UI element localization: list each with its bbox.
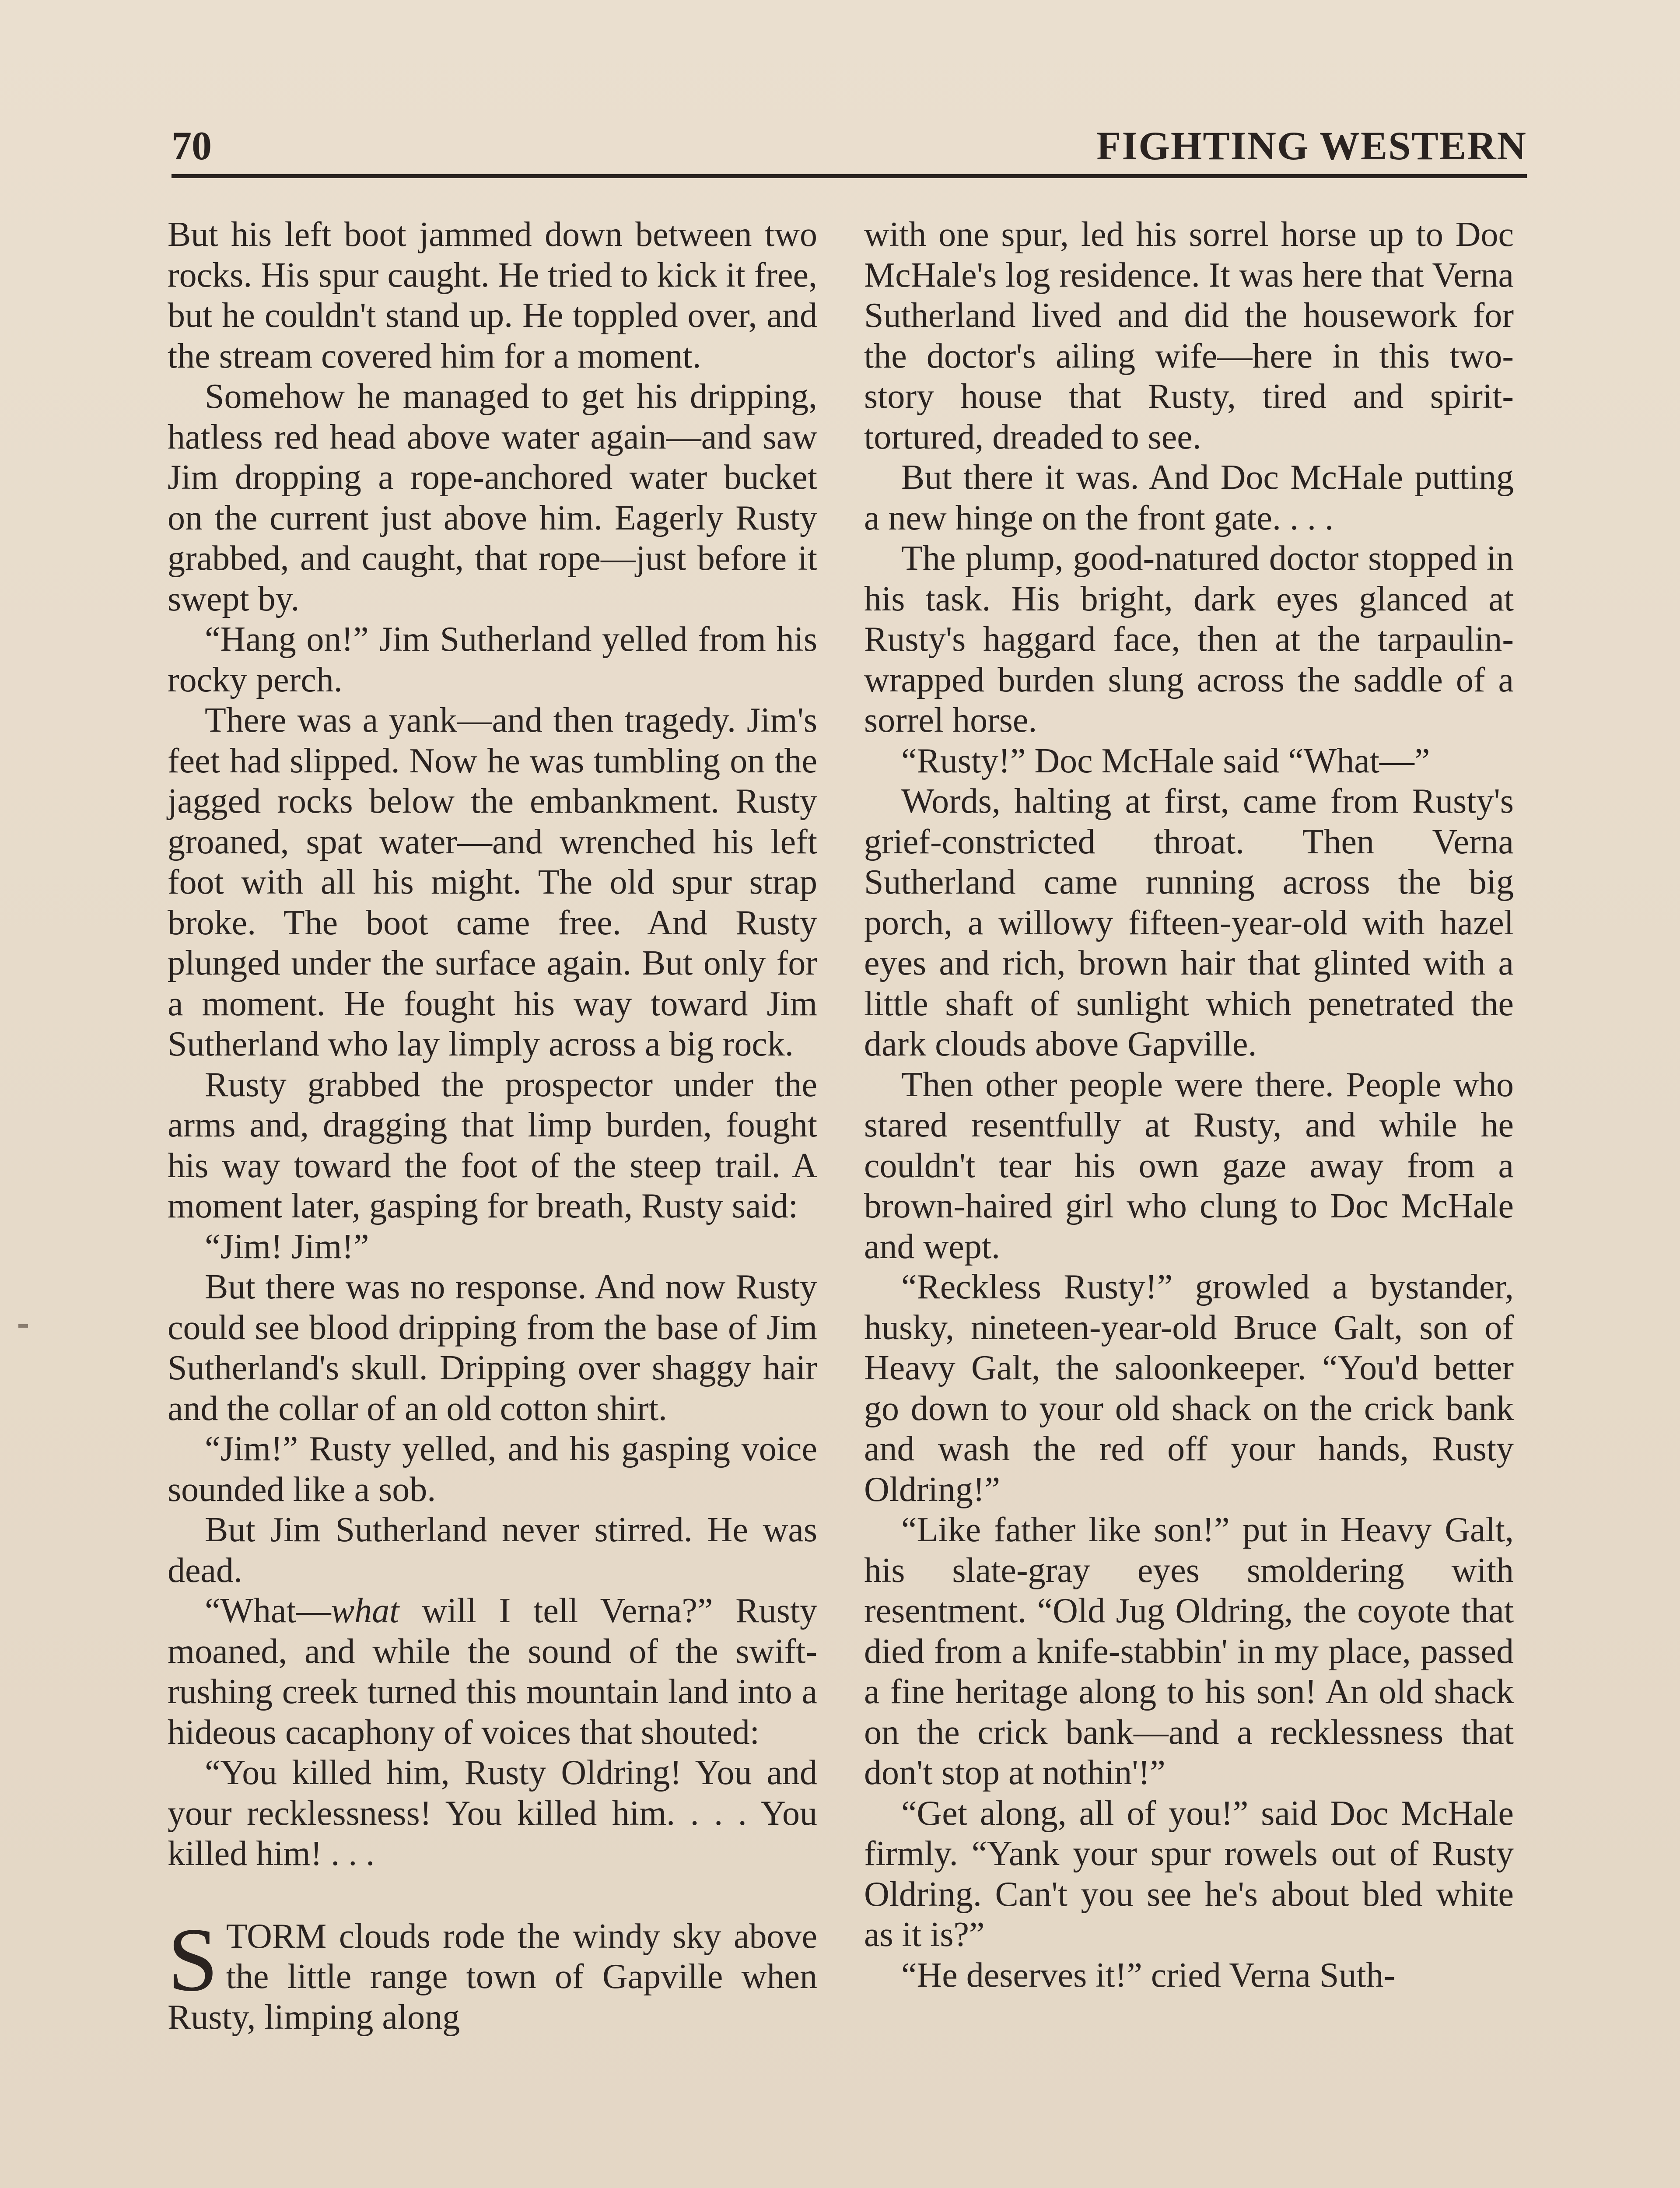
text-run: clouds rode the windy sky above the little range town of Gapville when Rusty, limping along — [168, 1917, 817, 2037]
paragraph: “Get along, all of you!” said Doc McHale firmly. “Yank your spur rowels out of Rusty Oldring. Can't you see he's about bled white as it is?” — [864, 1794, 1514, 1954]
running-title: FIGHTING WESTERN — [1096, 123, 1527, 168]
paragraph: “Like father like son!” put in Heavy Galt, his slate-gray eyes smoldering with resentment. “Old Jug Oldring, the coyote that died from a knife-stabbin' in my place, passed a fine heritage along to his son! An old shack on the crick bank—and a recklessness that don't stop at nothin'!” — [864, 1511, 1514, 1792]
paragraph — [168, 1591, 817, 1753]
paragraph: Rusty grabbed the prospector under the arms and, dragging that limp burden, fought his way toward the foot of the steep trail. A moment later, gasping for breath, Rusty said: — [168, 1065, 817, 1225]
paragraph: “He deserves it!” cried Verna Suth- — [901, 1956, 1396, 1995]
paragraph: Somehow he managed to get his dripping, hatless red head above water again—and saw Jim dropping a rope-anchored water bucket on the current just above him. Eagerly Rusty grabbed, and caught, that rope—just before it swept by. — [168, 377, 817, 618]
right-column — [864, 214, 1514, 1995]
paragraph: But there it was. And Doc McHale putting a new hinge on the front gate. . . . — [864, 458, 1514, 537]
drop-cap: S — [168, 1909, 218, 2010]
paragraph: with one spur, led his sorrel horse up to Doc McHale's log residence. It was here that Verna Sutherland lived and did the housework for the doctor's ailing wife—here in this two-story house that Rusty, tired and spirit-tortured, dreaded to see. — [864, 215, 1514, 456]
page-number: 70 — [172, 123, 212, 168]
paragraph: “Rusty!” Doc McHale said “What—” — [901, 741, 1430, 780]
paragraph: “Reckless Rusty!” growled a bystander, husky, nineteen-year-old Bruce Galt, son of Heavy Galt, the saloonkeeper. “You'd better go down to your old shack on the crick bank and wash the red off your hands, Rusty Oldring!” — [864, 1268, 1514, 1509]
left-column — [168, 214, 817, 2037]
paragraph: Words, halting at first, came from Rusty's grief-constricted throat. Then Verna Sutherland came running across the big porch, a willowy fifteen-year-old with hazel eyes and rich, brown hair that glinted with a little shaft of sunlight which penetrated the dark clouds above Gapville. — [864, 782, 1514, 1063]
text-run: will I tell Verna?” Rusty moaned, and while the sound of the swift-rushing creek turned this mountain land into a hideous cacaphony of voices that shouted: — [168, 1592, 817, 1752]
margin-mark — [18, 1324, 28, 1328]
paragraph: There was a yank—and then tragedy. Jim's feet had slipped. Now he was tumbling on the jagged rocks below the embankment. Rusty groaned, spat water—and wrenched his left foot with all his might. The old spur strap broke. The boot came free. And Rusty plunged under the surface again. But only for a moment. He fought his way toward Jim Sutherland who lay limply across a big rock. — [168, 701, 817, 1063]
paragraph: The plump, good-natured doctor stopped in his task. His bright, dark eyes glanced at Rusty's haggard face, then at the tarpaulin-wrapped burden slung across the saddle of a sorrel horse. — [864, 539, 1514, 740]
lead-word: TORM — [226, 1917, 327, 1956]
paragraph: But there was no response. And now Rusty could see blood dripping from the base of Jim Sutherland's skull. Dripping over shaggy hair and the collar of an old cotton shirt. — [168, 1268, 817, 1428]
paragraph: But Jim Sutherland never stirred. He was dead. — [168, 1511, 817, 1590]
paragraph: Then other people were there. People who stared resentfully at Rusty, and while he couldn't tear his own gaze away from a brown-haired girl who clung to Doc McHale and wept. — [864, 1065, 1514, 1266]
header-rule — [172, 174, 1527, 178]
italic-text: what — [331, 1592, 399, 1630]
paragraph: But his left boot jammed down between two rocks. His spur caught. He tried to kick it free, but he couldn't stand up. He toppled over, and the stream covered him for a moment. — [168, 215, 817, 375]
paragraph: “Hang on!” Jim Sutherland yelled from his rocky perch. — [168, 620, 817, 699]
section-opening-paragraph — [168, 1909, 817, 2038]
paragraph: “You killed him, Rusty Oldring! You and your recklessness! You killed him. . . . You killed him! . . . — [168, 1753, 817, 1873]
text-run: “What— — [205, 1592, 331, 1630]
paragraph: “Jim! Jim!” — [205, 1227, 369, 1266]
paragraph: “Jim!” Rusty yelled, and his gasping voice sounded like a sob. — [168, 1430, 817, 1509]
